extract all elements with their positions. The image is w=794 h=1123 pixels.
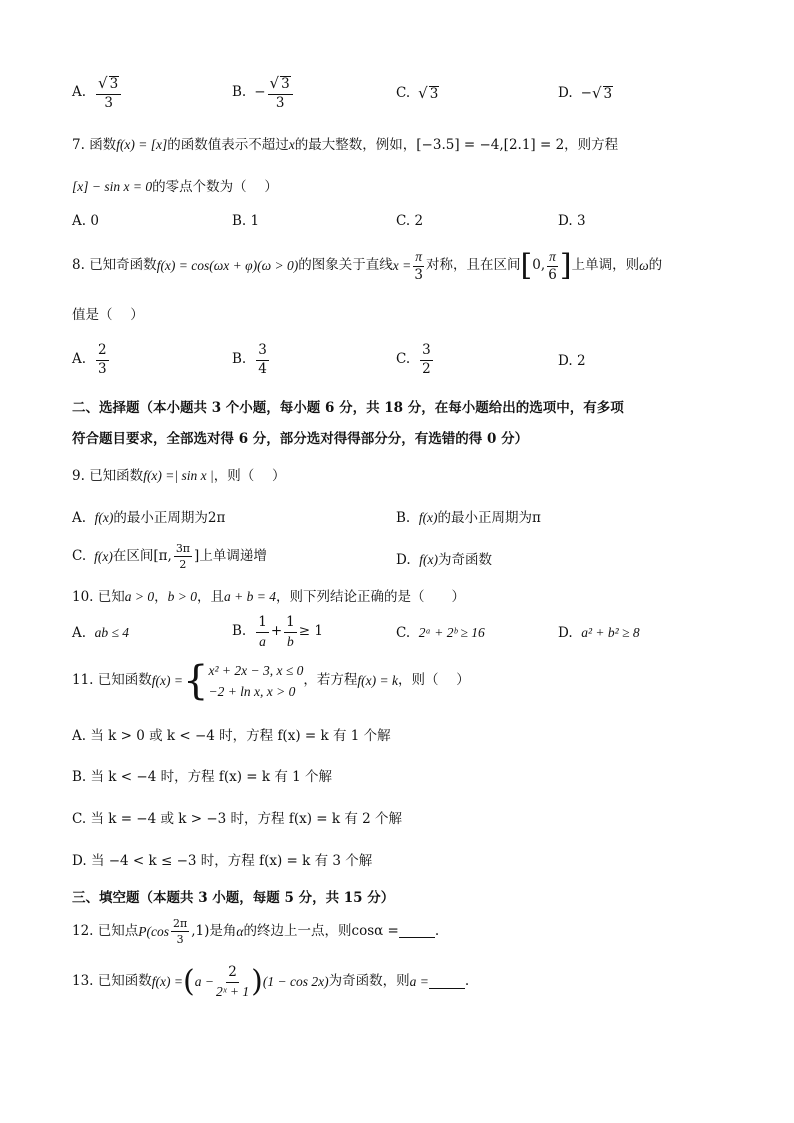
option-label: B. xyxy=(232,84,247,101)
q7-option-d: D. 3 xyxy=(558,213,586,229)
q7-option-c: C. 2 xyxy=(396,213,424,229)
q11-option-b: B. 当 k < −4 时，方程 f(x) = k 有 1 个解 xyxy=(72,769,333,785)
q7-stem-line2: [x] − sin x = 0的零点个数为（ ） xyxy=(72,179,278,195)
q9-stem: 9. 已知函数f(x) =| sin x |，则（ ） xyxy=(72,468,286,484)
piecewise-cases: x² + 2x − 3, x ≤ 0 −2 + ln x, x > 0 xyxy=(208,662,304,699)
q11-option-c: C. 当 k = −4 或 k > −3 时，方程 f(x) = k 有 2 个解 xyxy=(72,811,403,827)
left-brace: { xyxy=(183,658,209,704)
q8-option-a: A. $\frac{2}{3}$ xyxy=(72,342,107,377)
q10-option-c: C. 2ᵃ + 2ᵇ ≥ 16 xyxy=(396,625,485,641)
fraction: $\frac{√ 3}{3}$ xyxy=(96,76,121,110)
q9-option-d: D. f(x)为奇函数 xyxy=(396,552,492,568)
q10-option-d: D. a² + b² ≥ 8 xyxy=(558,625,640,641)
q11-option-d: D. 当 −4 < k ≤ −3 时，方程 f(x) = k 有 3 个解 xyxy=(72,853,373,869)
section-2-heading-line2: 符合题目要求，全部选对得 6 分，部分选对得得部分分，有选错的得 0 分） xyxy=(72,431,529,447)
section-3-heading: 三、填空题（本题共 3 小题，每题 5 分，共 15 分） xyxy=(72,890,395,906)
option-label: D. xyxy=(558,85,573,101)
answer-blank[interactable] xyxy=(399,925,435,938)
q7-stem-line1: 7. 函数f(x) = [x]的函数值表示不超过x的最大整数，例如，[−3.5] = −4,[2.1] = 2，则方程 xyxy=(72,137,619,153)
q6-option-b xyxy=(232,76,295,110)
fraction: $\frac{√ 3}{3}$ xyxy=(268,76,293,110)
section-2-heading-line1: 二、选择题（本小题共 3 个小题，每小题 6 分，共 18 分，在每小题给出的选项中，有多项 xyxy=(72,400,624,416)
q10-option-b: B. $\frac{1}{a}$ + $\frac{1}{b}$ ≥ 1 xyxy=(232,614,323,649)
q13-stem: 13. 已知函数 f(x) = ( a − $\frac{2}{\text{2ˣ + 1}}$ ) (1 − cos 2x) 为奇函数，则 a = . xyxy=(72,964,470,999)
q11-stem: 11. 已知函数 f(x) = { x² + 2x − 3, x ≤ 0 −2 + ln x, x > 0 ，若方程 f(x) = k ，则（ ） xyxy=(72,658,470,704)
q8-option-c: C. $\frac{3}{2}$ xyxy=(396,342,431,377)
q9-option-c: C. f(x) 在区间 [π, $\frac{3\pi}{2}$ ]上单调递增 xyxy=(72,542,267,571)
q11-option-a: A. 当 k > 0 或 k < −4 时，方程 f(x) = k 有 1 个解 xyxy=(72,728,391,744)
answer-blank[interactable] xyxy=(429,976,465,989)
q7-option-a: A. 0 xyxy=(72,213,99,229)
q7-option-b: B. 1 xyxy=(232,213,260,229)
q6-option-a xyxy=(72,76,123,110)
sqrt-value: 3 xyxy=(429,86,439,102)
q6-option-d: D. − √ 3 xyxy=(558,84,613,103)
q10-stem: 10. 已知a > 0，b > 0，且a + b = 4，则下列结论正确的是（ ） xyxy=(72,589,466,605)
q8-stem-line1: 8. 已知奇函数 f(x) = cos(ωx + φ)(ω > 0) 的图象关于直线 x = $\frac{\pi}{3}$ 对称，且在区间 [ 0, $\frac{\pi}{6}$ ] 上单调，则 ω 的 xyxy=(72,248,663,283)
q8-stem-line2: 值是（ ） xyxy=(72,307,144,323)
q9-option-b: B. f(x)的最小正周期为π xyxy=(396,510,541,526)
sqrt-value: 3 xyxy=(603,86,613,102)
q12-stem: 12. 已知点 P(cos $\frac{2\pi}{3}$ ,1) 是角 α 的终边上一点，则 cosα = . xyxy=(72,917,440,946)
q6-option-c: C. √ 3 xyxy=(396,84,439,103)
q9-option-a: A. f(x)的最小正周期为2π xyxy=(72,510,226,526)
option-label: A. xyxy=(72,84,87,101)
option-label: C. xyxy=(396,85,411,101)
minus-sign: − xyxy=(254,84,266,101)
q8-option-d: D. 2 xyxy=(558,353,586,369)
minus-sign: − xyxy=(580,85,592,101)
q8-option-b: B. $\frac{3}{4}$ xyxy=(232,342,267,377)
q10-option-a: A. ab ≤ 4 xyxy=(72,625,130,641)
